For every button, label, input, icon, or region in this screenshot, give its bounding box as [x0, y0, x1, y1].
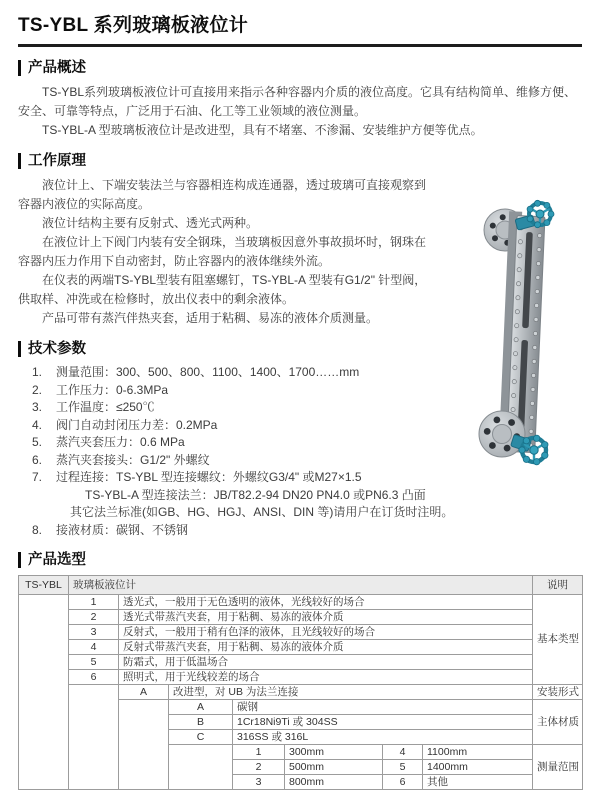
parameter-text: 蒸汽夹套接头：G1/2" 外螺纹 — [56, 452, 210, 467]
parameter-item — [18, 522, 582, 540]
range-value-cell: 800mm — [285, 775, 383, 790]
range-value-cell: 300mm — [285, 745, 383, 760]
parameter-text: 测量范围：300、500、800、1100、1400、1700……mm — [56, 365, 360, 379]
range-value-cell: 1100mm — [423, 745, 533, 760]
material-desc-cell: 碳钢 — [233, 700, 533, 715]
parameter-item-continuation — [18, 504, 582, 522]
material-desc-cell: 1Cr18Ni9Ti 或 304SS — [233, 715, 533, 730]
selection-heading: 产品选型 — [18, 552, 582, 568]
principle-paragraph: 在仪表的两端TS-YBL型装有阻塞螺钉，TS-YBL-A 型装有G1/2" 针型阀，供取样、冲洗或在检修时，放出仪表中的剩余液体。 — [18, 273, 427, 306]
range-value-cell: 1400mm — [423, 760, 533, 775]
type-code-cell: 3 — [69, 625, 119, 640]
parameter-text: 工作压力：0-6.3MPa — [56, 382, 169, 397]
type-desc-cell: 照明式，用于光线较差的场合 — [119, 670, 533, 685]
parameter-text: 其它法兰标准(如GB、HG、HGJ、ANSI、DIN 等)请用户在订货时注明。 — [70, 505, 454, 519]
type-code-cell: 5 — [69, 655, 119, 670]
parameter-text: 工作温度：≤250℃ — [56, 400, 155, 414]
parameter-text: 过程连接：TS-YBL 型连接螺纹：外螺纹G3/4" 或M27×1.5 — [56, 470, 362, 484]
principle-paragraph: 液位计上、下端安装法兰与容器相连构成连通器，透过玻璃可直接观察到容器内液位的实际高度。 — [18, 178, 427, 211]
material-code-cell: A — [169, 700, 233, 715]
install-label-cell: 安装形式 — [533, 685, 583, 700]
material-column-spacer — [169, 745, 233, 790]
table-row — [19, 595, 583, 610]
material-code-cell: C — [169, 730, 233, 745]
parameter-item-continuation — [18, 487, 582, 505]
section-overview — [18, 60, 582, 140]
materials-label-cell: 主体材质 — [533, 700, 583, 745]
parameter-text: 接液材质：碳钢、不锈钢 — [56, 522, 189, 537]
parameter-number: 7. — [32, 470, 43, 484]
parameter-text: TS-YBL-A 型连接法兰：JB/T82.2-94 DN20 PN4.0 或PN6.3 凸面 — [85, 487, 426, 502]
material-code-cell: B — [169, 715, 233, 730]
install-desc-cell: 改进型，对 UB 为法兰连接 — [169, 685, 533, 700]
page-title: TS-YBL 系列玻璃板液位计 — [18, 15, 249, 36]
range-value-cell: 其他 — [423, 775, 533, 790]
type-column-spacer — [69, 685, 119, 790]
title-rule — [18, 44, 582, 47]
parameter-text: 蒸汽夹套压力：0.6 MPa — [56, 435, 185, 449]
table-row — [19, 640, 583, 655]
range-code-cell: 1 — [233, 745, 285, 760]
range-code-cell: 3 — [233, 775, 285, 790]
principle-paragraph: 液位计结构主要有反射式、透光式两种。 — [42, 216, 259, 230]
parameter-number: 5. — [32, 435, 43, 449]
table-row — [19, 670, 583, 685]
type-code-cell: 2 — [69, 610, 119, 625]
principle-paragraph: 产品可带有蒸汽伴热夹套，适用于粘稠、易冻的液体介质测量。 — [42, 311, 379, 325]
install-code-cell: A — [119, 685, 169, 700]
selection-table — [18, 575, 583, 790]
ranges-label-cell: 测量范围 — [533, 745, 583, 790]
type-desc-cell: 防霜式，用于低温场合 — [119, 655, 533, 670]
table-row — [19, 685, 583, 700]
parameter-number: 1. — [32, 365, 43, 379]
type-desc-cell: 透光式，一般用于无色透明的液体，光线较好的场合 — [119, 595, 533, 610]
principle-paragraph: 在液位计上下阀门内装有安全钢珠，当玻璃板因意外事故损坏时，钢珠在容器内压力作用下自动密封，防止容器内的液体继续外流。 — [18, 235, 427, 268]
bottom-flange — [479, 411, 525, 457]
type-desc-cell: 透光式带蒸汽夹套，用于粘稠、易冻的液体介质 — [119, 610, 533, 625]
product-name-cell: 玻璃板液位计 — [69, 576, 533, 595]
table-row — [19, 655, 583, 670]
range-code-cell: 5 — [383, 760, 423, 775]
install-column-spacer — [119, 700, 169, 790]
type-desc-cell: 反射式带蒸汽夹套，用于粘稠、易冻的液体介质 — [119, 640, 533, 655]
range-value-cell: 500mm — [285, 760, 383, 775]
model-code-cell: TS-YBL — [19, 576, 69, 595]
parameter-number: 2. — [32, 382, 43, 397]
parameter-number: 8. — [32, 522, 43, 537]
basic-types-label-cell: 基本类型 — [533, 595, 583, 685]
parameter-number: 4. — [32, 417, 43, 432]
model-column-spacer — [19, 595, 69, 790]
type-code-cell: 1 — [69, 595, 119, 610]
material-desc-cell: 316SS 或 316L — [233, 730, 533, 745]
principle-heading: 工作原理 — [18, 153, 582, 169]
table-row — [19, 610, 583, 625]
parameters-heading: 技术参数 — [18, 341, 582, 357]
product-photo — [428, 196, 595, 483]
parameter-text: 阀门自动封闭压力差：0.2MPa — [56, 417, 218, 432]
range-code-cell: 4 — [383, 745, 423, 760]
parameter-number: 3. — [32, 400, 43, 414]
overview-paragraph: TS-YBL-A 型玻璃板液位计是改进型，具有不堵塞、不渗漏、安装维护方便等优点。 — [42, 123, 483, 137]
table-row — [19, 625, 583, 640]
range-code-cell: 2 — [233, 760, 285, 775]
range-code-cell: 6 — [383, 775, 423, 790]
overview-paragraph: TS-YBL系列玻璃板液位计可直接用来指示各种容器内介质的液位高度。它具有结构简单、维修方便、安全、可靠等特点，广泛用于石油、化工等工业领域的液位测量。 — [18, 85, 577, 118]
parameter-number: 6. — [32, 452, 43, 467]
section-selection — [18, 552, 582, 790]
type-code-cell: 6 — [69, 670, 119, 685]
type-code-cell: 4 — [69, 640, 119, 655]
type-desc-cell: 反射式，一般用于稍有色泽的液体，且光线较好的场合 — [119, 625, 533, 640]
note-header-cell: 说明 — [533, 576, 583, 595]
overview-heading: 产品概述 — [18, 60, 582, 76]
